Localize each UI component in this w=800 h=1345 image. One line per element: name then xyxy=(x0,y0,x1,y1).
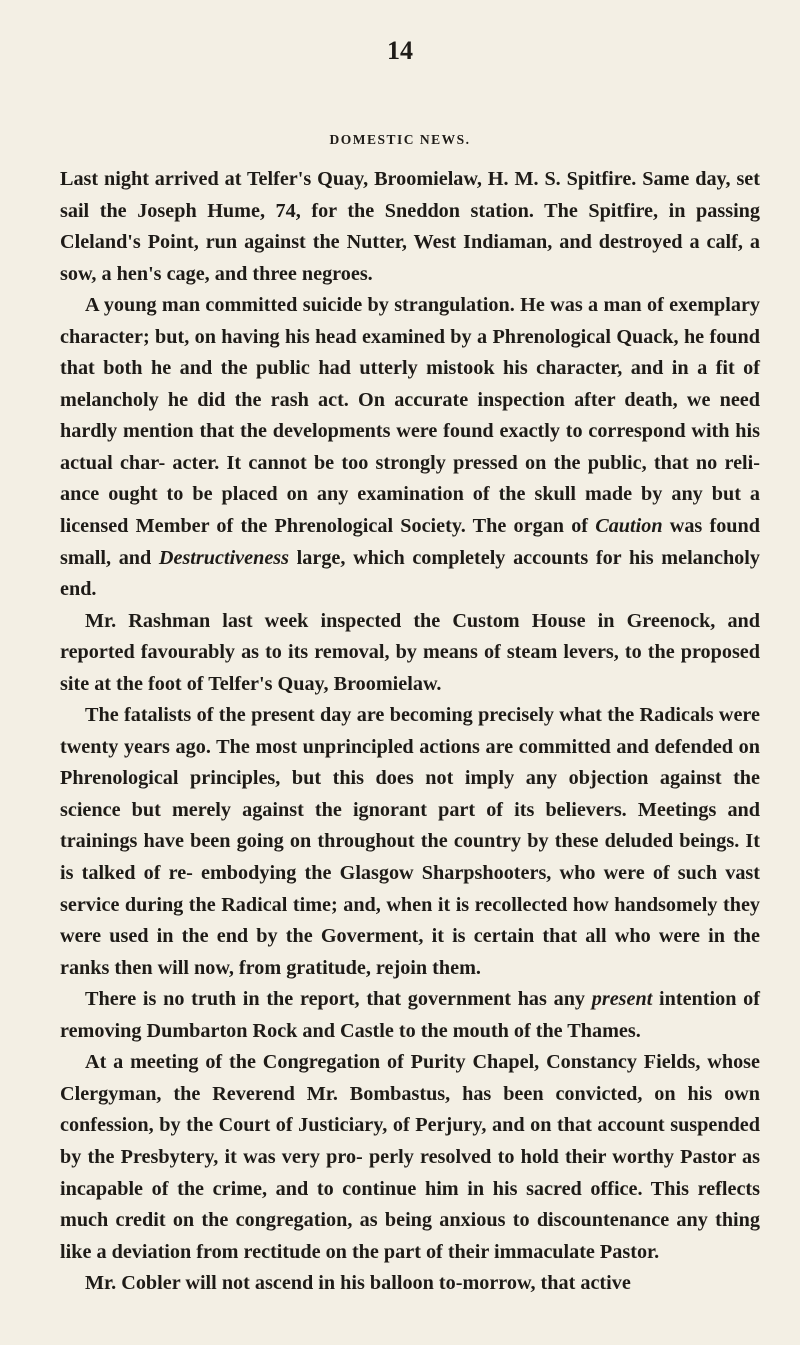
text-run: Mr. Cobler will not ascend in his balloon to-morrow, that active xyxy=(85,1272,631,1295)
paragraph-dumbarton xyxy=(60,984,760,1047)
paragraph-spitfire xyxy=(60,164,760,290)
section-heading: DOMESTIC NEWS. xyxy=(329,132,471,147)
text-run: The fatalists of the present day are becoming precisely what the Radicals were twenty years ago. The most unprincipled actions are committed and defended on Phrenological principles, but this does not imply any objection against the science but merely against the ignorant part of its believers. Meetings and trainings have been going on throughout the country by these deluded beings. It is talked of re- embodying the Glasgow Sharpshooters, who were of such vast service during the Radical time; and, when it is recollected how handsomely they were used in the end by the Goverment, it is certain that all who were in the ranks then will now, from gratitude, rejoin them. xyxy=(60,704,760,979)
emphasis-caution: Caution xyxy=(595,515,663,538)
paragraph-balloon xyxy=(60,1268,760,1300)
emphasis-present: present xyxy=(591,988,653,1011)
paragraph-fatalists xyxy=(60,700,760,984)
text-run: At a meeting of the Congregation of Purity Chapel, Constancy Fields, whose Clergyman, the Reverend Mr. Bombastus, has been convicted, on his own confession, by the Court of Justiciary, of Perjury, and on that account suspended by the Presbytery, it was very pro- perly resolved to hold their worthy Pastor as incapable of the crime, and to continue him in his sacred office. This reflects much credit on the congregation, as being anxious to discountenance any thing like a deviation from rectitude on the part of their immaculate Pastor. xyxy=(60,1051,760,1263)
article-body xyxy=(60,164,760,1300)
text-run: Mr. Rashman last week inspected the Custom House in Greenock, and reported favourably as to its removal, by means of steam levers, to the proposed site at the foot of Telfer's Quay, Broomielaw. xyxy=(60,609,760,695)
text-run: Last night arrived at Telfer's Quay, Broomielaw, H. M. S. Spitfire. Same day, set sail the Joseph Hume, 74, for the Sneddon station. The Spitfire, in passing Cleland's Point, run against the Nutter, West Indiaman, and destroyed a calf, a sow, a hen's cage, and three negroes. xyxy=(60,168,760,285)
text-run: A young man committed suicide by strangulation. He was a man of exemplary character; but, on having his head examined by a Phrenological Quack, he found that both he and the public had utterly mistook his character, and in a fit of melancholy he did the rash act. On accurate inspection after death, we need hardly mention that the developments were found exactly to correspond with his actual char- acter. It cannot be too strongly pressed on the public, that no reli- ance ought to be placed on any examination of the skull made by any but a licensed Member of the Phrenological Society. The organ of xyxy=(60,294,760,538)
text-run: There is no truth in the report, that government has any xyxy=(85,988,592,1011)
text-run: large, which completely accounts for his melancholy end. xyxy=(60,546,760,601)
text-run: was found small, and xyxy=(60,515,760,569)
paragraph-purity-chapel xyxy=(60,1047,760,1268)
paragraph-custom-house xyxy=(60,606,760,701)
text-run: intention of removing Dumbarton Rock and Castle to the mouth of the Thames. xyxy=(60,988,760,1042)
page-number: 14 xyxy=(387,36,413,65)
emphasis-destructiveness: Destructiveness xyxy=(158,546,289,569)
paragraph-suicide xyxy=(60,290,760,605)
